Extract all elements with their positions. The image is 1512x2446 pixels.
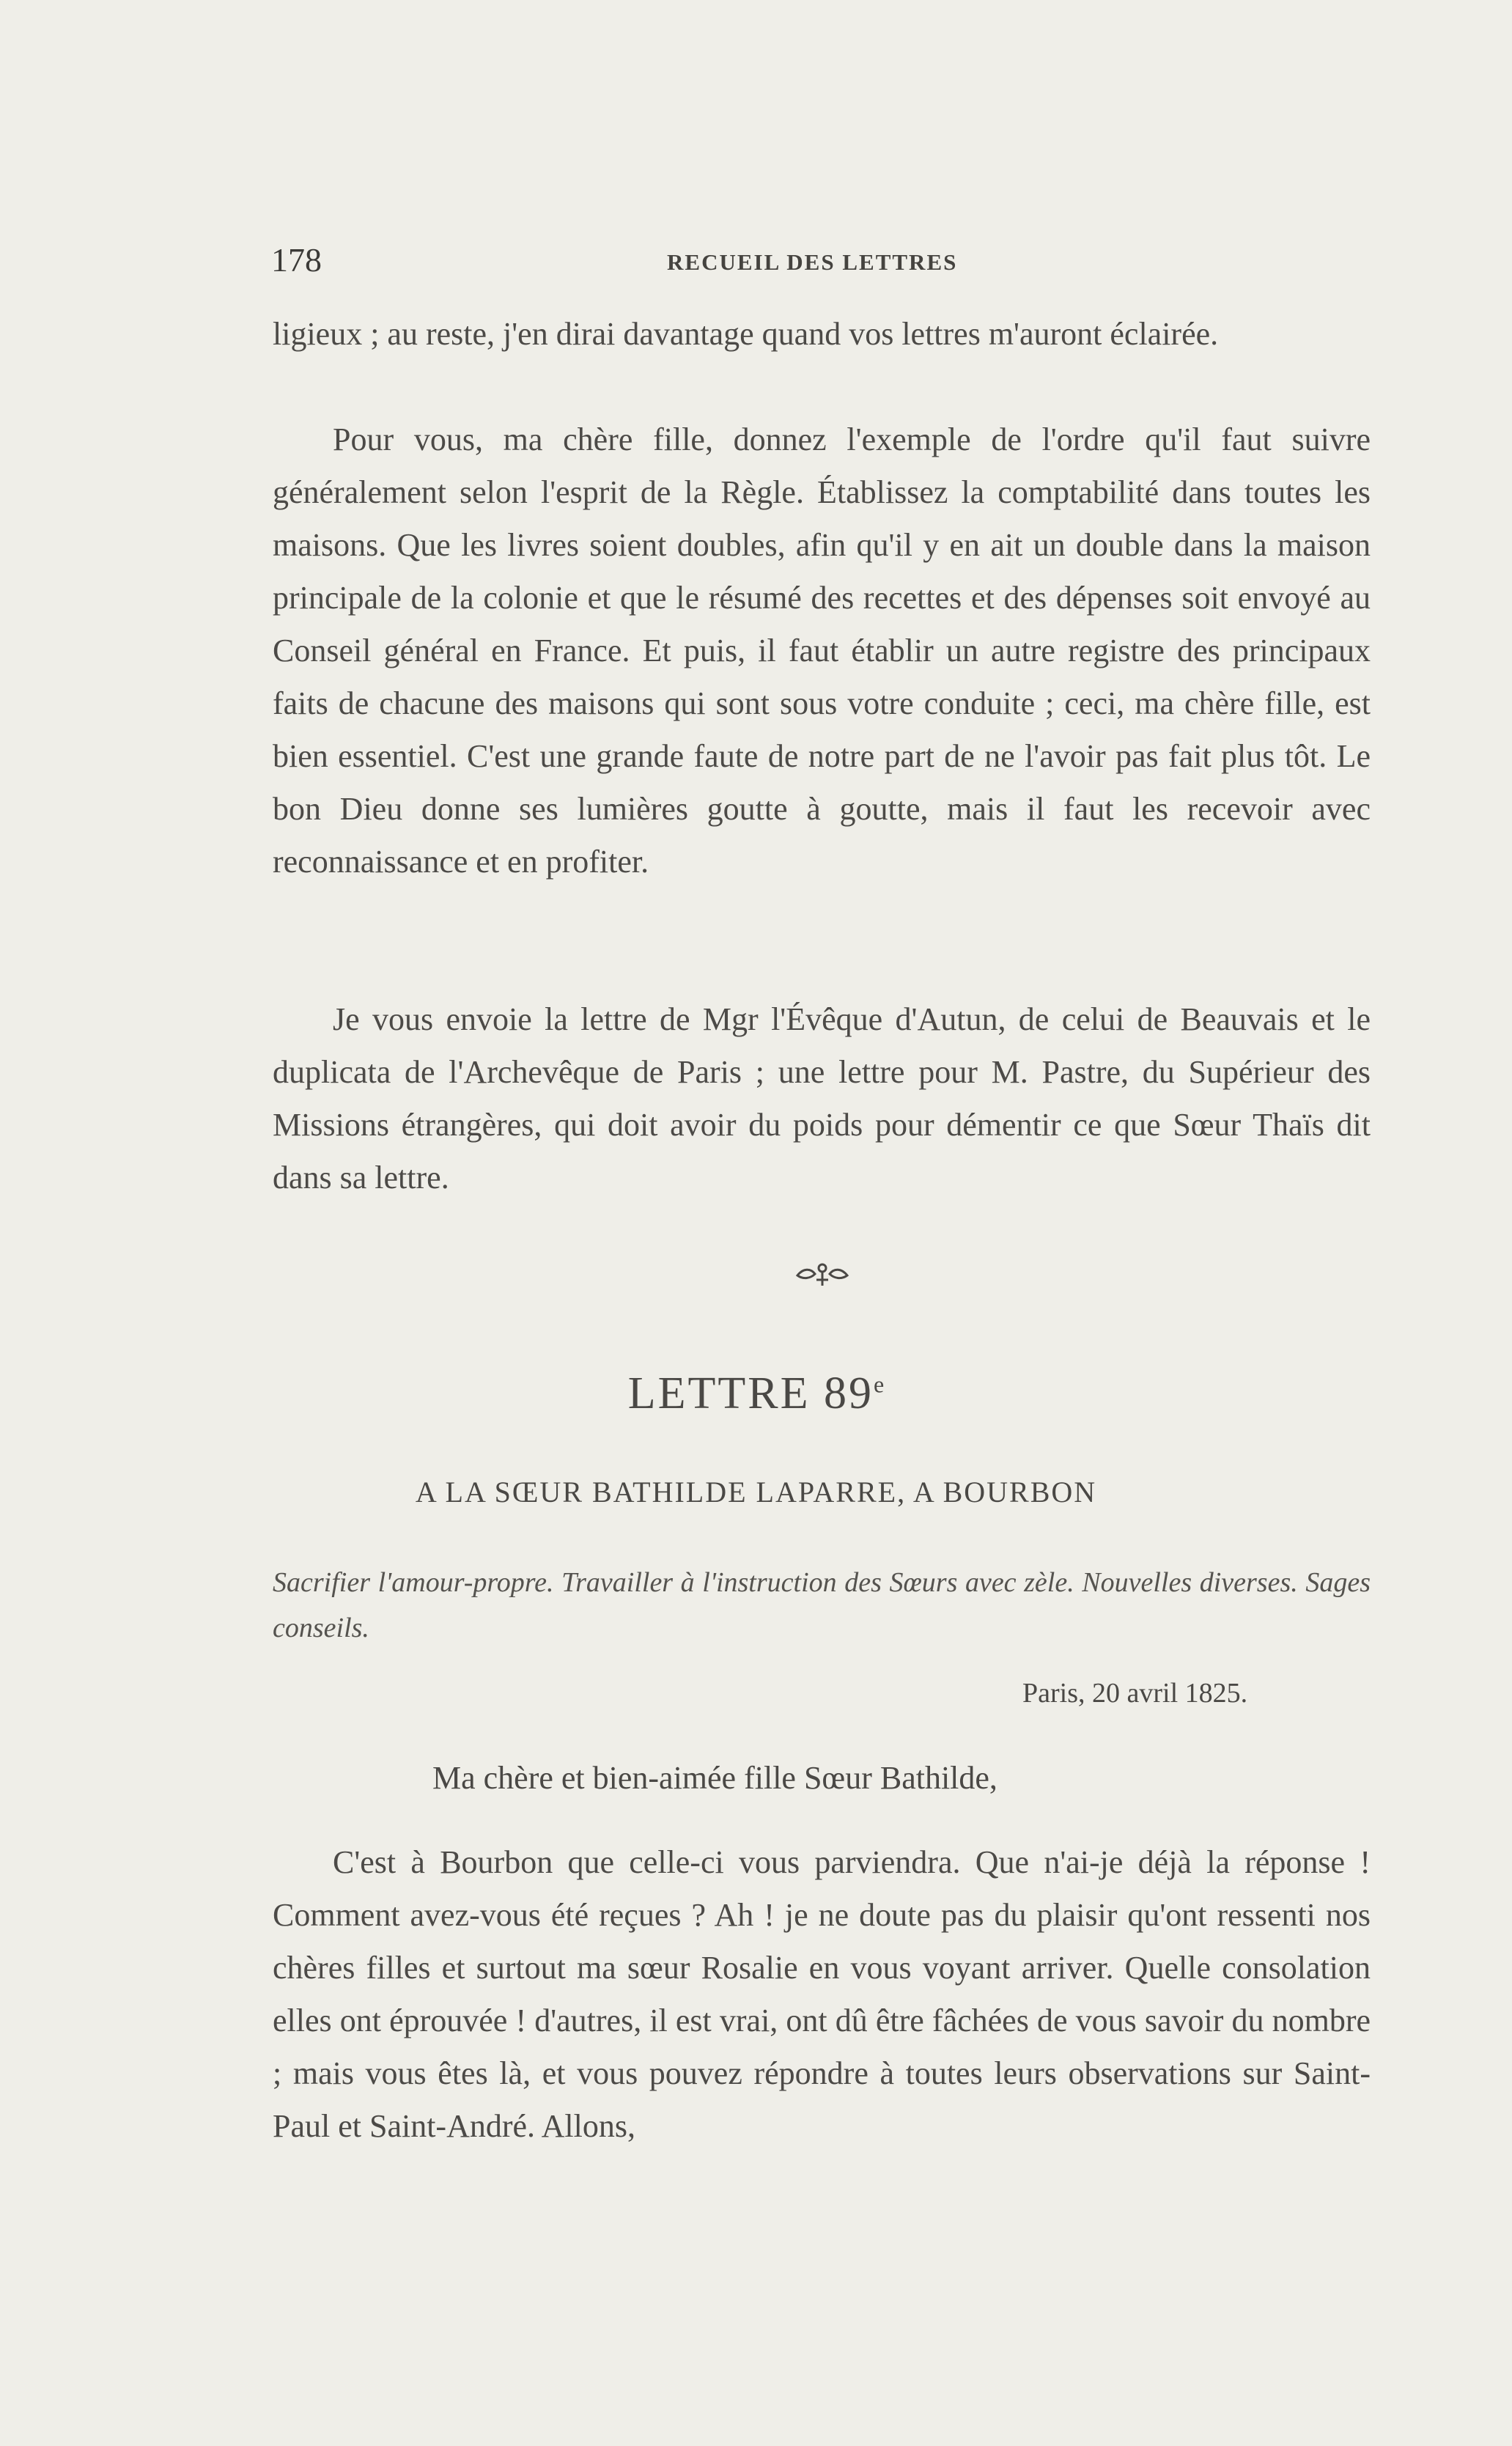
paragraph-letters-sent: Je vous envoie la lettre de Mgr l'Évêque d'Autun, de celui de Beauvais et le duplicata de l'Archevêque de Paris ; une lettre pour M. Pastre, du Supérieur des Missions étrangères, qui doit avoir du poids pour démentir ce que Sœur Thaïs dit dans sa lettre. (273, 1001, 1371, 1196)
letter-body-paragraph: C'est à Bourbon que celle-ci vous parviendra. Que n'ai-je déjà la réponse ! Comment avez-vous été reçues ? Ah ! je ne doute pas du plaisir qu'ont ressenti nos chères filles et surtout ma sœur Rosalie en vous voyant arriver. Quelle consolation elles ont éprouvée ! d'autres, il est vrai, ont dû être fâchées de vous savoir du nombre ; mais vous êtes là, et vous pouvez répondre à toutes leurs observations sur Saint-Paul et Saint-André. Allons, (273, 1844, 1371, 2144)
letter-title-superscript: e (874, 1371, 885, 1398)
letter-recipient: A LA SŒUR BATHILDE LAPARRE, A BOURBON (415, 1476, 1097, 1509)
letter-title-text: LETTRE 89 (627, 1368, 874, 1418)
letter-dateline: Paris, 20 avril 1825. (1022, 1678, 1248, 1709)
paragraph-accounting: Pour vous, ma chère fille, donnez l'exemple de l'ordre qu'il faut suivre généralement selon l'esprit de la Règle. Établissez la comptabilité dans toutes les maisons. Que les livres soient doubles, afin qu'il y en ait un double dans la maison principale de la colonie et que le résumé des recettes et des dépenses soit envoyé au Conseil général en France. Et puis, il faut établir un autre registre des principaux faits de chacune des maisons qui sont sous votre conduite ; ceci, ma chère fille, est bien essentiel. C'est une grande faute de notre part de ne l'avoir pas fait plus tôt. Le bon Dieu donne ses lumières goutte à goutte, mais il faut les recevoir avec reconnaissance et en profiter. (273, 421, 1371, 880)
fleuron-ornament-icon (793, 1259, 852, 1289)
page-number: 178 (271, 241, 322, 279)
page-header (271, 240, 1371, 284)
running-head: RECUEIL DES LETTRES (667, 249, 958, 275)
paragraph-continuation: ligieux ; au reste, j'en dirai davantage quand vos lettres m'auront éclairée. (273, 316, 1219, 352)
letter-title (0, 1368, 1512, 1420)
letter-salutation: Ma chère et bien-aimée fille Sœur Bathilde, (432, 1760, 997, 1796)
letter-summary: Sacrifier l'amour-propre. Travailler à l'instruction des Sœurs avec zèle. Nouvelles diverses. Sages conseils. (273, 1567, 1371, 1643)
